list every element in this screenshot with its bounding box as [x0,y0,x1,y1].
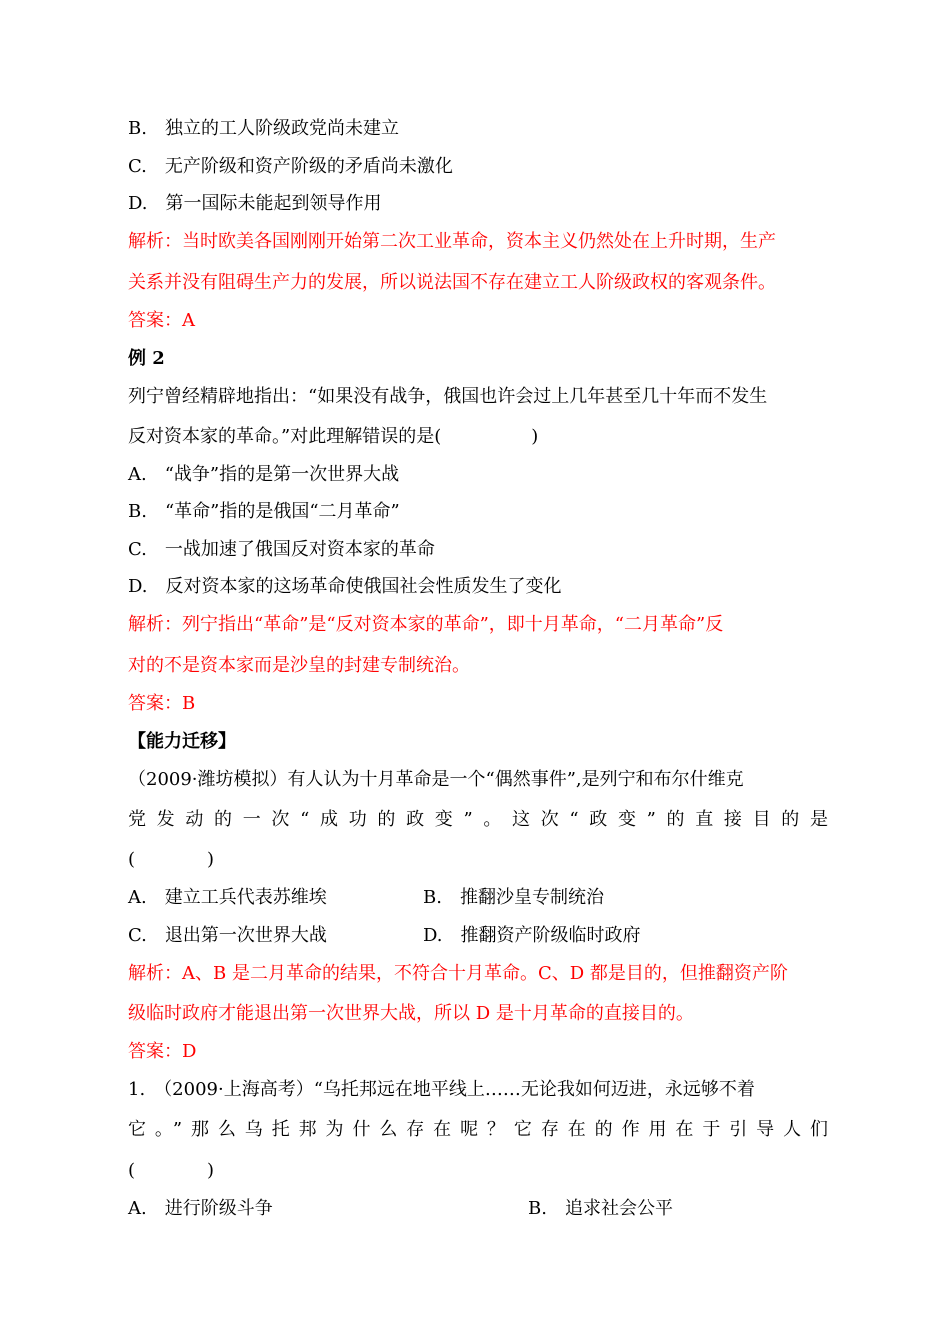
ex2-option-d: D. 反对资本家的这场革命使俄国社会性质发生了变化 [128,576,562,597]
ex2-option-a: A. “战争”指的是第一次世界大战 [128,464,400,485]
ex1-answer: 答案：A [128,310,195,331]
ex2-question-line-2: 反对资本家的革命。”对此理解错误的是( ) [128,426,539,447]
transfer-analysis-line-2: 级临时政府才能退出第一次世界大战，所以 D 是十月革命的直接目的。 [128,1003,694,1024]
ex1-option-d: D. 第一国际未能起到领导作用 [128,193,382,214]
q1-option-b: B. 追求社会公平 [528,1198,673,1219]
transfer-option-d: D. 推翻资产阶级临时政府 [423,925,641,946]
ex2-analysis-line-2: 对的不是资本家而是沙皇的封建专制统治。 [128,655,470,676]
transfer-option-c: C. 退出第一次世界大战 [128,925,327,946]
q1-question-line-2: 它。”那么乌托邦为什么存在呢？它存在的作用在于引导人们 [128,1119,828,1140]
ex2-option-b: B. “革命”指的是俄国“二月革命” [128,501,400,522]
transfer-option-b: B. 推翻沙皇专制统治 [423,887,604,908]
q1-option-a: A. 进行阶级斗争 [128,1198,273,1219]
ex1-analysis-line-2: 关系并没有阻碍生产力的发展，所以说法国不存在建立工人阶级政权的客观条件。 [128,272,776,293]
ex1-analysis-line-1: 解析：当时欧美各国刚刚开始第二次工业革命，资本主义仍然处在上升时期，生产 [128,231,776,252]
ex2-question-line-1: 列宁曾经精辟地指出：“如果没有战争，俄国也许会过上几年甚至几十年而不发生 [128,386,768,407]
ex2-option-c: C. 一战加速了俄国反对资本家的革命 [128,539,435,560]
q1-question-line-3: ( ) [128,1160,215,1181]
ex2-heading: 例 2 [128,348,165,369]
ex1-option-c: C. 无产阶级和资产阶级的矛盾尚未激化 [128,156,453,177]
transfer-option-a: A. 建立工兵代表苏维埃 [128,887,327,908]
transfer-heading: 【能力迁移】 [128,731,236,752]
transfer-answer: 答案：D [128,1041,197,1062]
q1-question-line-1: 1. （2009·上海高考）“乌托邦远在地平线上……无论我如何迈进，永远够不着 [128,1079,755,1100]
ex2-analysis-line-1: 解析：列宁指出“革命”是“反对资本家的革命”，即十月革命，“二月革命”反 [128,614,724,635]
transfer-question-line-2: 党发动的一次“成功的政变”。这次“政变”的直接目的是 [128,809,828,830]
ex2-answer: 答案：B [128,693,196,714]
ex1-option-b: B. 独立的工人阶级政党尚未建立 [128,118,399,139]
transfer-question-line-3: ( ) [128,849,215,870]
transfer-question-line-1: （2009·潍坊模拟）有人认为十月革命是一个“偶然事件”,是列宁和布尔什维克 [128,769,744,790]
transfer-analysis-line-1: 解析：A、B 是二月革命的结果，不符合十月革命。C、D 都是目的，但推翻资产阶 [128,963,788,984]
